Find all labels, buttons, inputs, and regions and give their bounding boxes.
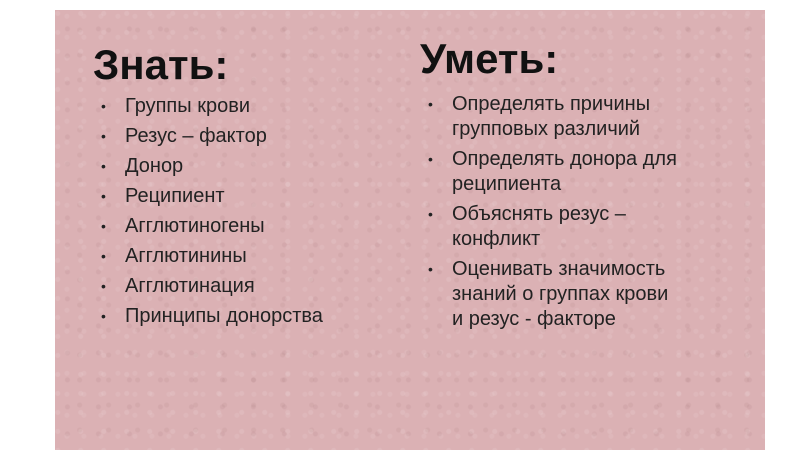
- bullet-icon: •: [101, 128, 106, 144]
- bullet-icon: •: [428, 261, 433, 277]
- list-item: [93, 244, 323, 269]
- list-item-line: Определять причины: [452, 93, 651, 115]
- can-do-list: [420, 92, 677, 337]
- list-item: [420, 202, 677, 252]
- list-item-line: Объяснять резус –: [452, 203, 626, 225]
- list-item-text: Резус – фактор: [125, 125, 267, 147]
- list-item-text: Агглютиногены: [125, 215, 265, 237]
- list-item: [93, 184, 323, 209]
- bullet-icon: •: [101, 98, 106, 114]
- list-item-text: Донор: [125, 155, 184, 177]
- list-item-line: и резус - факторе: [452, 308, 616, 330]
- list-item-text: Агглютинины: [125, 245, 247, 267]
- list-item-text: Реципиент: [125, 185, 225, 207]
- list-item: [93, 94, 323, 119]
- list-item-text: Группы крови: [125, 95, 250, 117]
- list-item: [93, 124, 323, 149]
- bullet-icon: •: [101, 218, 106, 234]
- list-item-line: реципиента: [452, 173, 562, 195]
- list-item: [420, 92, 677, 142]
- know-list: [93, 94, 323, 334]
- list-item: [93, 274, 323, 299]
- list-item-line: групповых различий: [452, 118, 641, 140]
- list-item-line: знаний о группах крови: [452, 283, 669, 305]
- bullet-icon: •: [428, 206, 433, 222]
- bullet-icon: •: [101, 188, 106, 204]
- bullet-icon: •: [428, 96, 433, 112]
- bullet-icon: •: [428, 151, 433, 167]
- list-item-line: Оценивать значимость: [452, 258, 666, 280]
- list-item: [420, 257, 677, 332]
- list-item-line: Определять донора для: [452, 148, 677, 170]
- bullet-icon: •: [101, 158, 106, 174]
- list-item: [93, 154, 323, 179]
- bullet-icon: •: [101, 308, 106, 324]
- list-item: [93, 304, 323, 329]
- list-item: [420, 147, 677, 197]
- know-heading: Знать:: [93, 41, 229, 88]
- list-item-line: конфликт: [452, 228, 541, 250]
- can-do-heading: Уметь:: [420, 35, 559, 82]
- list-item: [93, 214, 323, 239]
- list-item-text: Агглютинация: [125, 275, 255, 297]
- bullet-icon: •: [101, 248, 106, 264]
- bullet-icon: •: [101, 278, 106, 294]
- list-item-text: Принципы донорства: [125, 305, 323, 327]
- slide: [55, 10, 765, 450]
